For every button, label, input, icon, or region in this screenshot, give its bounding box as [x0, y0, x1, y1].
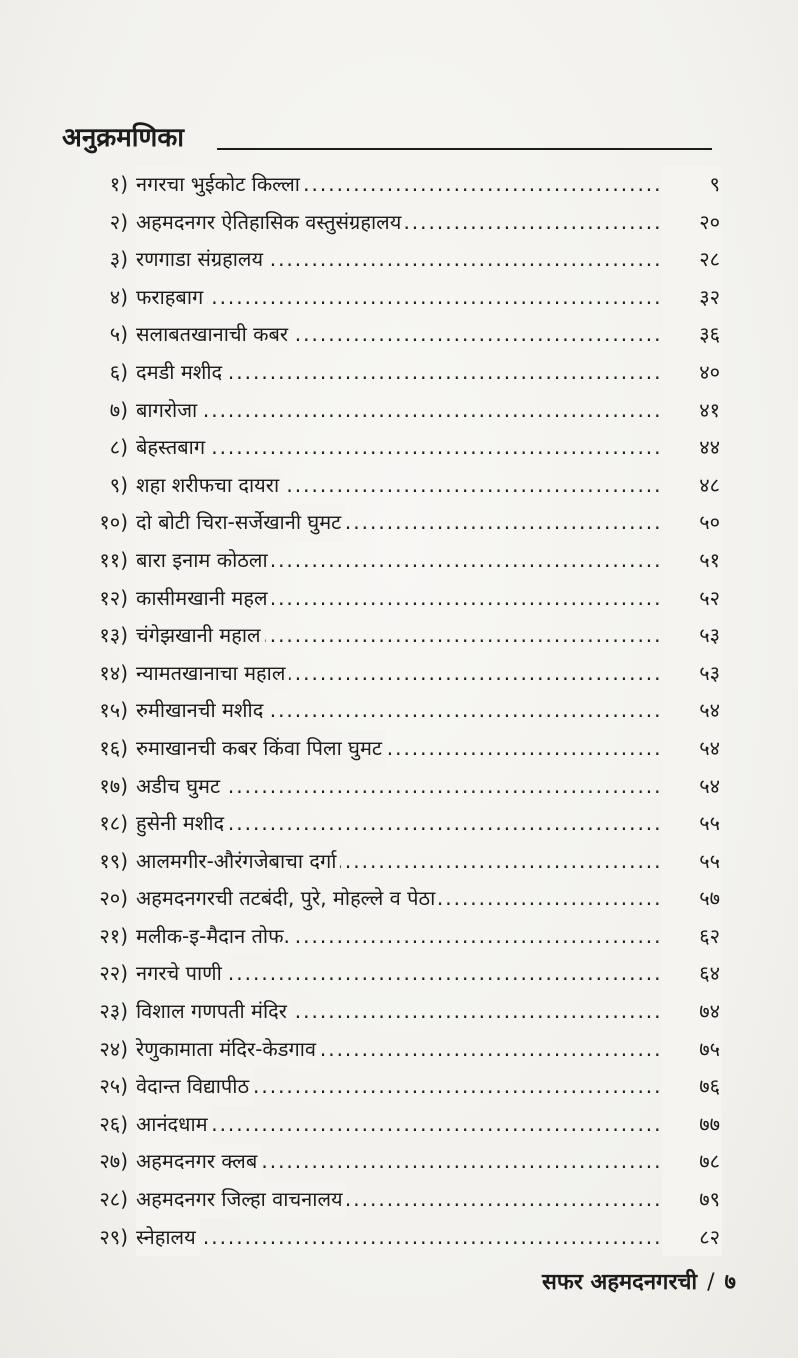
toc-entry-title: हुसेनी मशीद	[136, 805, 228, 843]
toc-entry	[62, 955, 722, 993]
toc-entry-page: ५४	[662, 730, 722, 768]
toc-entry-title: अहमदनगर ऐतिहासिक वस्तुसंग्रहालय	[136, 204, 405, 242]
toc-entry-page: ७७	[662, 1106, 722, 1144]
toc-entry-title: बारा इनाम कोठला	[136, 542, 272, 580]
toc-entry-page: ४४	[662, 429, 722, 467]
toc-entry	[62, 504, 722, 542]
toc-entry-page: ५३	[662, 655, 722, 693]
toc-entry	[62, 730, 722, 768]
toc-entry	[62, 166, 722, 204]
toc-entry-number: ४)	[109, 284, 128, 309]
toc-entry	[62, 580, 722, 618]
toc-entry	[62, 1068, 722, 1106]
toc-entry-number: ११)	[99, 547, 128, 572]
toc-entry-page: ७५	[662, 1031, 722, 1069]
toc-entry-number: २६)	[99, 1111, 128, 1136]
toc-entry-page: ५५	[662, 843, 722, 881]
toc-entry	[62, 880, 722, 918]
toc-entry	[62, 617, 722, 655]
toc-entry-number: २९)	[99, 1224, 128, 1249]
toc-entry-title: मलीक-इ-मैदान तोफ.	[136, 918, 294, 956]
toc-entry-title: अहमदनगर क्लब	[136, 1143, 261, 1181]
toc-entry	[62, 542, 722, 580]
toc-entry-title: फराहबाग	[136, 279, 207, 317]
toc-entry	[62, 843, 722, 881]
toc-entry-number: १९)	[99, 848, 128, 873]
toc-leader-dots	[136, 1106, 662, 1144]
toc-entry	[62, 1143, 722, 1181]
toc-entry-title: विशाल गणपती मंदिर	[136, 993, 291, 1031]
toc-entry-page: ८२	[662, 1219, 722, 1257]
toc-entry	[62, 1181, 722, 1219]
toc-entry-page: ५०	[662, 504, 722, 542]
toc-entry-number: ८)	[109, 435, 128, 460]
toc-entry-page: ७९	[662, 1181, 722, 1219]
toc-entry-page: ५७	[662, 880, 722, 918]
toc-entry-title: रणगाडा संग्रहालय	[136, 241, 267, 279]
toc-entry-number: २)	[109, 209, 128, 234]
toc-entry-title: स्नेहालय	[136, 1219, 200, 1257]
toc-entry-number: २२)	[99, 961, 128, 986]
toc-entry-number: १)	[109, 172, 128, 196]
footer-separator: /	[707, 1270, 715, 1295]
toc-entry-page: ५४	[662, 768, 722, 806]
toc-entry-page: ६४	[662, 955, 722, 993]
toc-entry	[62, 467, 722, 505]
toc-entry	[62, 1031, 722, 1069]
toc-entry-page: ३६	[662, 316, 722, 354]
toc-entry	[62, 204, 722, 242]
toc-entry-number: २७)	[99, 1149, 128, 1174]
toc-entry-title: चंगेझखानी महाल	[136, 617, 265, 655]
heading-underline	[217, 148, 712, 150]
toc-entry-title: अडीच घुमट	[136, 768, 224, 806]
toc-entry-title: कासीमखानी महल	[136, 580, 272, 618]
toc-entry-title: वेदान्त विद्यापीठ	[136, 1068, 253, 1106]
toc-entry-page: ९	[662, 166, 722, 204]
toc-entry-title: अहमदनगरची तटबंदी, पुरे, मोहल्ले व पेठा	[136, 880, 439, 918]
toc-entry	[62, 392, 722, 430]
toc-entry-page: २८	[662, 241, 722, 279]
toc-heading: अनुक्रमणिका	[62, 123, 185, 153]
toc-entry-number: ५)	[109, 322, 128, 347]
toc-entry-number: १८)	[99, 811, 128, 836]
toc-entry-number: १०)	[99, 510, 128, 535]
toc-entry-title: बेहस्तबाग	[136, 429, 209, 467]
toc-leader-dots	[136, 1219, 662, 1257]
toc-entry-number: १२)	[99, 585, 128, 610]
footer-book-title: सफर अहमदनगरची	[542, 1270, 698, 1295]
toc-entry-title: रेणुकामाता मंदिर-केडगाव	[136, 1031, 320, 1069]
toc-leader-dots	[136, 392, 662, 430]
toc-heading-row	[62, 118, 712, 158]
toc-entry-page: ५२	[662, 580, 722, 618]
toc-entry	[62, 279, 722, 317]
toc-entry	[62, 354, 722, 392]
toc-entry-page: ५५	[662, 805, 722, 843]
toc-entry-page: २०	[662, 204, 722, 242]
toc-entry-title: नगरचा भुईकोट किल्ला	[136, 166, 304, 204]
toc-entry	[62, 655, 722, 693]
toc-leader-dots	[136, 429, 662, 467]
page-footer	[542, 1266, 736, 1296]
toc-entry-page: ७४	[662, 993, 722, 1031]
toc-entry-number: २८)	[99, 1187, 128, 1212]
toc-entry-page: ५४	[662, 692, 722, 730]
toc-entry	[62, 316, 722, 354]
toc-entry-number: १४)	[99, 660, 128, 685]
toc-entry-title: रुमीखानची मशीद	[136, 692, 267, 730]
toc-entry-number: १६)	[99, 735, 128, 760]
toc-entry-number: ९)	[109, 472, 128, 497]
toc-entry-page: ४८	[662, 467, 722, 505]
toc-entry-title: आनंदधाम	[136, 1106, 212, 1144]
toc-entry-title: रुमाखानची कबर किंवा पिला घुमट	[136, 730, 386, 768]
toc-entry-number: २१)	[99, 923, 128, 948]
toc-entry-page: ५३	[662, 617, 722, 655]
toc-entry-number: १३)	[99, 623, 128, 648]
toc-entry-title: दमडी मशीद	[136, 354, 226, 392]
toc-entry-title: शहा शरीफचा दायरा	[136, 467, 283, 505]
toc-entry-number: २५)	[99, 1074, 128, 1099]
toc-entry-number: १५)	[99, 698, 128, 723]
toc-entry-title: बागरोजा	[136, 392, 201, 430]
toc-entry	[62, 429, 722, 467]
toc-entry	[62, 1219, 722, 1257]
toc-entry-number: २४)	[99, 1036, 128, 1061]
toc-entry-title: अहमदनगर जिल्हा वाचनालय	[136, 1181, 347, 1219]
toc-entry-title: आलमगीर-औरंगजेबाचा दर्गा	[136, 843, 340, 881]
toc-entry	[62, 805, 722, 843]
toc-entry-title: दो बोटी चिरा-सर्जेखानी घुमट	[136, 504, 345, 542]
toc-entry-title: न्यामतखानाचा महाल	[136, 655, 289, 693]
toc-entry-page: ६२	[662, 918, 722, 956]
toc-entry-page: ३२	[662, 279, 722, 317]
toc-leader-dots	[136, 279, 662, 317]
toc-entry	[62, 768, 722, 806]
toc-entry	[62, 918, 722, 956]
toc-entry	[62, 241, 722, 279]
footer-page-number: ७	[724, 1270, 736, 1295]
toc-entry-number: २३)	[99, 999, 128, 1024]
toc-entry	[62, 1106, 722, 1144]
toc-entry-number: १७)	[99, 773, 128, 798]
toc-entry-page: ४०	[662, 354, 722, 392]
toc-entry-number: ७)	[109, 397, 128, 422]
toc-entry	[62, 993, 722, 1031]
toc-entry-number: २०)	[99, 886, 128, 911]
toc-entry-title: सलाबतखानाची कबर	[136, 316, 292, 354]
toc-entry-page: ५१	[662, 542, 722, 580]
toc-entry	[62, 692, 722, 730]
toc-entry-page: ७८	[662, 1143, 722, 1181]
toc-entry-page: ७६	[662, 1068, 722, 1106]
toc-entry-number: ६)	[109, 359, 128, 384]
table-of-contents	[62, 166, 722, 1256]
toc-entry-page: ४१	[662, 392, 722, 430]
toc-entry-title: नगरचे पाणी	[136, 955, 226, 993]
toc-entry-number: ३)	[109, 247, 128, 272]
